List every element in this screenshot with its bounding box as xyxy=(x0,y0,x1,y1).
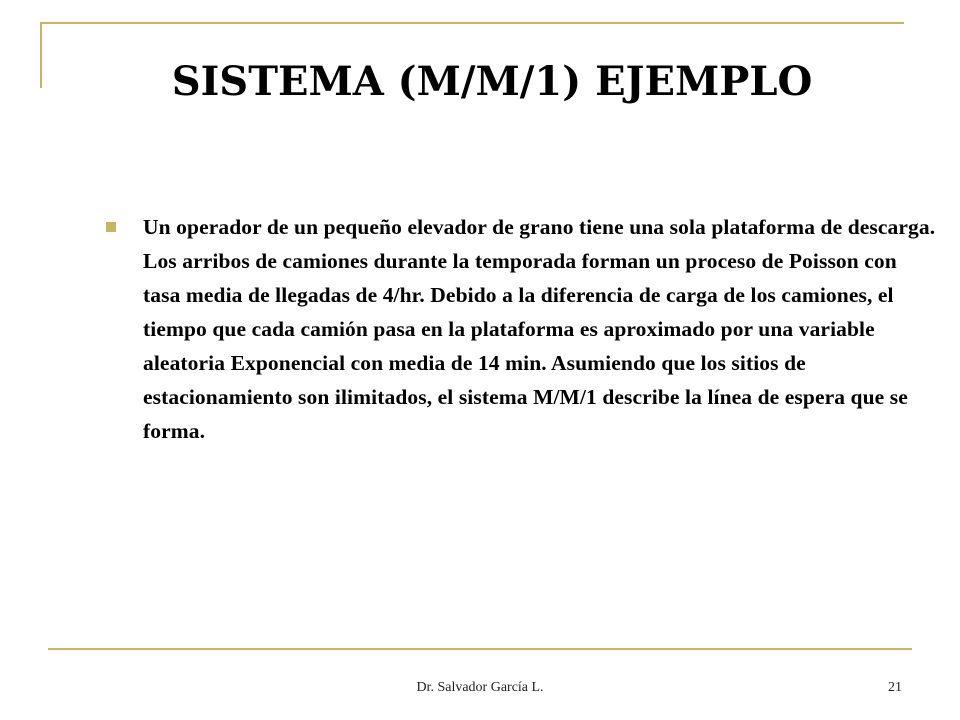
top-border-line xyxy=(40,22,904,24)
page-number: 21 xyxy=(888,680,902,695)
footer-author: Dr. Salvador García L. xyxy=(416,680,544,695)
square-bullet-icon xyxy=(106,222,116,232)
bottom-border-line xyxy=(48,648,912,650)
slide-title: SISTEMA (M/M/1) EJEMPLO xyxy=(171,58,813,105)
bullet-text: Un operador de un pequeño elevador de grano tiene una sola plataforma de descarga. Los arribos de camiones durante la temporada forman un proceso de Poisson con tasa media de llegadas de 4/hr. Debido a la diferencia de carga de los camiones, el tiempo que cada camión pasa en la plataforma es aproximado por una variable aleatoria Exponencial con media de 14 min. Asumiendo que los sitios de estacionamiento son ilimitados, el sistema M/M/1 describe la línea de espera que se forma. xyxy=(143,215,936,443)
